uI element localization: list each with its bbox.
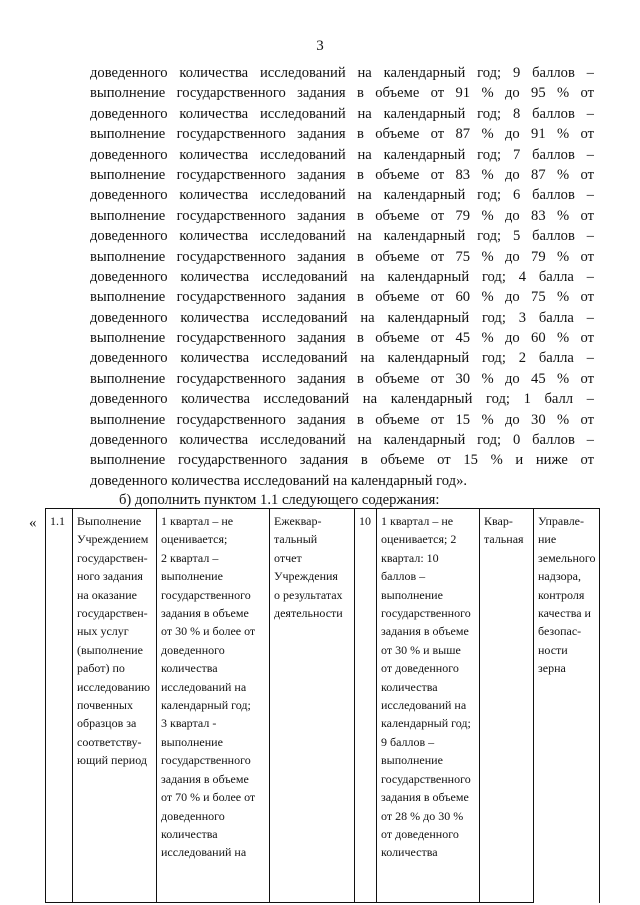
cell-line: исследований на	[161, 845, 247, 860]
paragraph-line: выполнение государственного задания в объеме от 91 % до 95 % от	[90, 85, 594, 102]
item-number-cell	[46, 509, 73, 903]
paragraph-line: выполнение государственного задания в объеме от 79 % до 83 % от	[90, 207, 594, 224]
cell-line: государствен-	[77, 550, 148, 565]
cell-line: государственного	[161, 587, 251, 602]
responsible-cell	[534, 509, 600, 903]
cell-line: количества	[161, 661, 218, 676]
cell-line: Управле-	[538, 514, 585, 528]
paragraph-line: доведенного количества исследований на календарный год; 0 баллов –	[90, 432, 594, 449]
period-cell	[480, 509, 534, 903]
cell-line: надзора,	[538, 569, 581, 584]
paragraph-line: выполнение государственного задания в объеме от 15 % до 30 % от	[90, 411, 594, 428]
cell-line: Выполнение	[77, 514, 142, 528]
paragraph-line: выполнение государственного задания в объеме от 83 % до 87 % от	[90, 166, 594, 183]
cell-line: 2 квартал –	[161, 550, 219, 565]
cell-line: задания в объеме	[381, 624, 469, 639]
paragraph-line: доведенного количества исследований на календарный год; 2 балла –	[90, 350, 594, 367]
scoring-cell	[377, 509, 480, 903]
cell-line: доведенного	[161, 642, 225, 657]
cell-line: доведенного	[161, 808, 225, 823]
cell-line: исследований на	[381, 698, 467, 713]
cell-line: государствен-	[77, 606, 148, 621]
cell-line: зерна	[538, 661, 566, 676]
cell-line: безопас-	[538, 624, 582, 639]
cell-line: о результатах	[274, 587, 343, 602]
opening-quote: «	[29, 515, 37, 531]
paragraph-line: доведенного количества исследований на календарный год; 8 баллов –	[90, 105, 594, 122]
paragraph-line: доведенного количества исследований на календарный год; 9 баллов –	[90, 65, 594, 81]
cell-line: оценивается;	[161, 532, 228, 547]
cell-line: земельного	[538, 550, 596, 565]
cell-line: качества и	[538, 606, 591, 621]
cell-line: от доведенного	[381, 661, 459, 676]
cell-line: Учреждением	[77, 532, 149, 547]
cell-line: работ) по	[77, 661, 125, 676]
cell-line: Квар-	[484, 514, 513, 528]
addition-instruction: б) дополнить пунктом 1.1 следующего содержания:	[119, 492, 440, 508]
paragraph-line: доведенного количества исследований на календарный год; 7 баллов –	[90, 146, 594, 163]
paragraph-line: выполнение государственного задания в объеме от 60 % до 75 % от	[90, 289, 594, 306]
page-number: 3	[316, 38, 324, 54]
cell-line: исследований на	[161, 679, 247, 694]
cell-line: задания в объеме	[161, 606, 249, 621]
cell-line: количества	[381, 679, 438, 694]
cell-line: образцов за	[77, 716, 137, 731]
max-points-cell	[355, 509, 377, 903]
paragraph-line: выполнение государственного задания в объеме от 87 % до 91 % от	[90, 126, 594, 143]
cell-line: оценивается; 2	[381, 532, 457, 547]
cell-line: на оказание	[77, 587, 137, 602]
cell-line: 1 квартал – не	[381, 514, 454, 528]
cell-line: количества	[381, 845, 438, 860]
cell-line: ных услуг	[77, 624, 129, 639]
cell-line: 9 баллов –	[381, 734, 435, 749]
cell-line: от 30 % и более от	[161, 624, 256, 639]
cell-line: задания в объеме	[161, 771, 249, 786]
indicator-table	[45, 508, 600, 903]
cell-line: ние	[538, 532, 557, 547]
indicator-cell	[73, 509, 157, 903]
cell-line: Учреждения	[274, 569, 338, 584]
cell-line: выполнение	[381, 587, 443, 602]
cell-line: квартал: 10	[381, 550, 439, 565]
paragraph	[90, 63, 594, 491]
cell-line: от 28 % до 30 %	[381, 808, 464, 823]
cell-line: количества	[161, 826, 218, 841]
cell-line: государственного	[381, 606, 471, 621]
criteria-cell	[157, 509, 270, 903]
cell-line: Ежеквар-	[274, 514, 322, 528]
paragraph-line: выполнение государственного задания в объеме от 75 % до 79 % от	[90, 248, 594, 265]
cell-line: тальный	[274, 532, 318, 547]
cell-line: ности	[538, 642, 568, 657]
cell-line: тальная	[484, 532, 524, 547]
cell-line: выполнение	[381, 753, 443, 768]
cell-line: календарный год;	[381, 716, 471, 731]
table-row	[46, 509, 600, 903]
paragraph-line: выполнение государственного задания в объеме от 30 % до 45 % от	[90, 370, 594, 387]
cell-line: отчет	[274, 550, 302, 565]
paragraph-line: доведенного количества исследований на календарный год; 6 баллов –	[90, 187, 594, 204]
cell-line: (выполнение	[77, 642, 143, 657]
cell-line: государственного	[161, 753, 251, 768]
report-cell	[270, 509, 355, 903]
paragraph-line: выполнение государственного задания в объеме от 45 % до 60 % от	[90, 330, 594, 347]
cell-line: выполнение	[161, 569, 223, 584]
cell-line: 3 квартал -	[161, 716, 217, 731]
cell-line: исследованию	[77, 679, 150, 694]
cell-line: соответству-	[77, 734, 142, 749]
item-number: 1.1	[50, 514, 65, 528]
cell-line: деятельности	[274, 606, 343, 621]
cell-line: задания в объеме	[381, 790, 469, 805]
paragraph-line: доведенного количества исследований на календарный год; 4 балла –	[90, 268, 594, 285]
cell-line: ного задания	[77, 569, 143, 584]
cell-line: почвенных	[77, 698, 133, 713]
cell-line: государственного	[381, 771, 471, 786]
cell-line: от 30 % и выше	[381, 642, 461, 657]
cell-line: от 70 % и более от	[161, 790, 256, 805]
paragraph-line: доведенного количества исследований на календарный год».	[90, 472, 468, 489]
cell-line: от доведенного	[381, 826, 459, 841]
paragraph-line: выполнение государственного задания в объеме от 15 % и ниже от	[90, 452, 594, 469]
cell-line: контроля	[538, 587, 585, 602]
paragraph-line: доведенного количества исследований на календарный год; 1 балл –	[90, 391, 594, 408]
cell-line: выполнение	[161, 734, 223, 749]
cell-line: ющий период	[77, 753, 147, 768]
cell-line: 1 квартал – не	[161, 514, 234, 528]
paragraph-line: доведенного количества исследований на календарный год; 3 балла –	[90, 309, 594, 326]
paragraph-line: доведенного количества исследований на календарный год; 5 баллов –	[90, 228, 594, 245]
cell-line: баллов –	[381, 569, 426, 584]
cell-line: календарный год;	[161, 698, 251, 713]
max-points: 10	[359, 514, 371, 528]
